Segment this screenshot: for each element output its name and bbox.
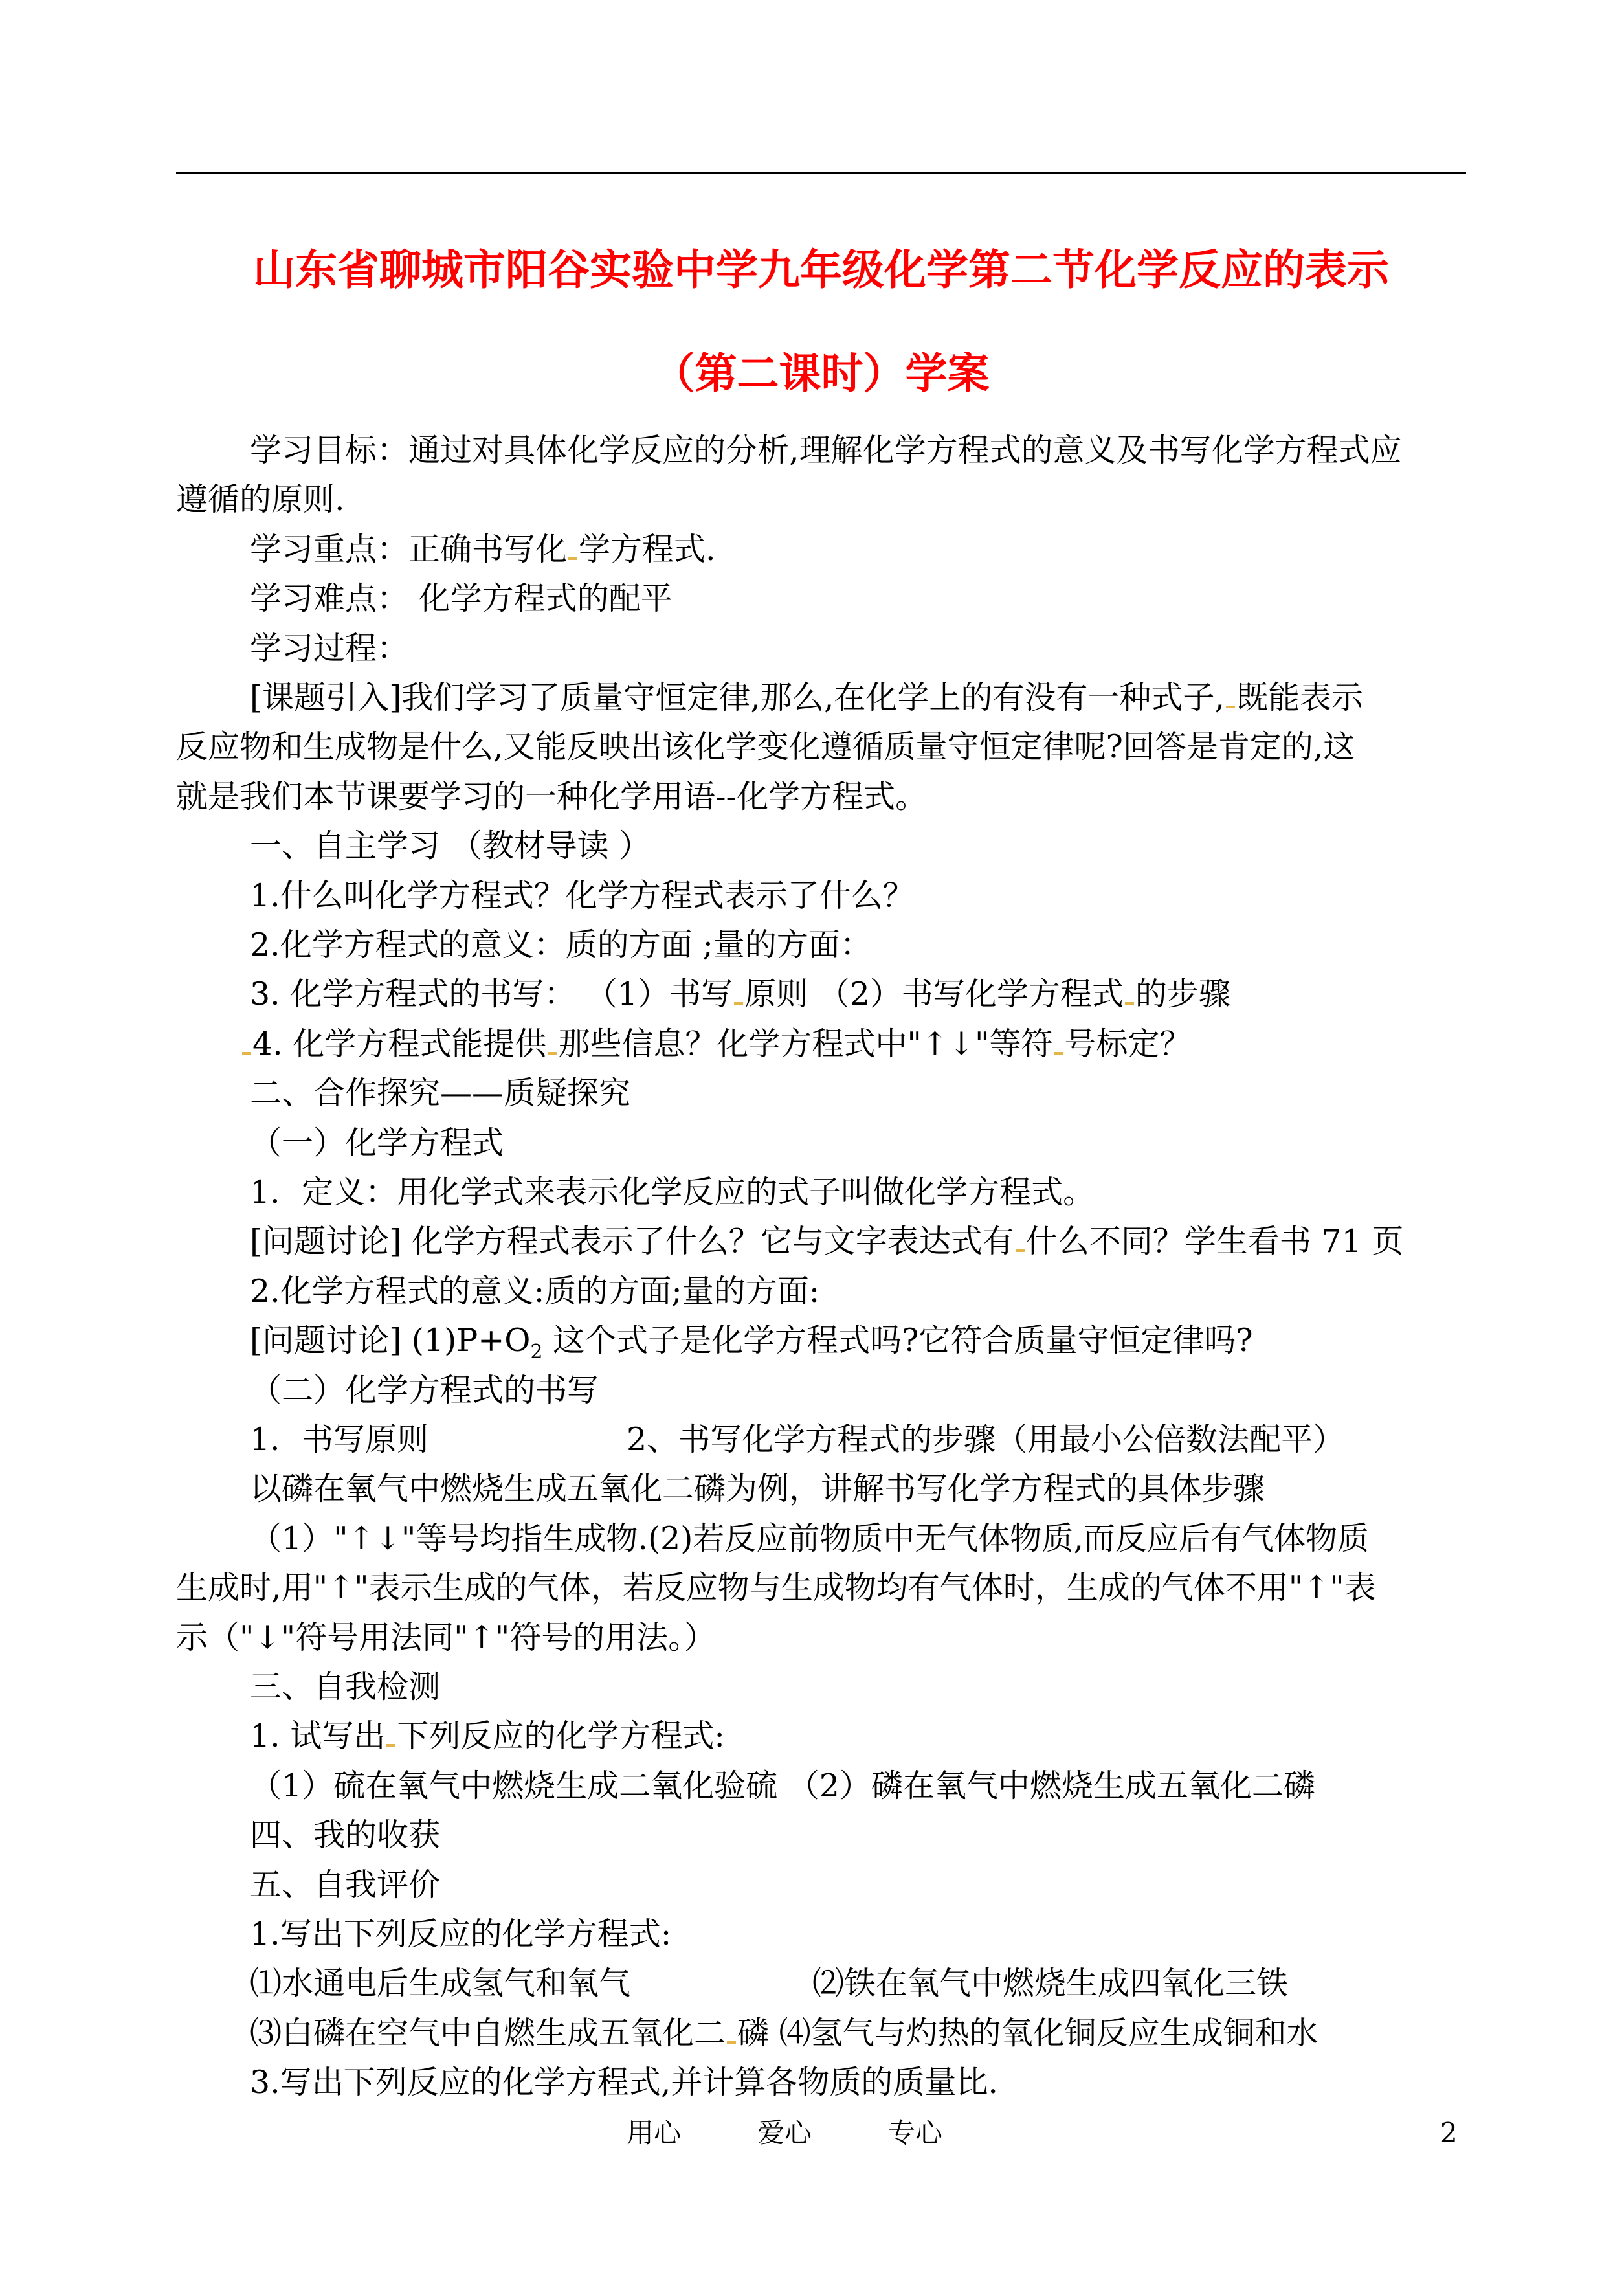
document-title-line-2: （第二课时）学案 [652, 349, 990, 398]
learning-difficulty: 学习难点： 化学方程式的配平 [250, 580, 673, 617]
subsection-writing: （二）化学方程式的书写 [250, 1372, 599, 1409]
question-2: 2.化学方程式的意义：质的方面 ;量的方面： [250, 926, 872, 963]
oxygen-subscript: 2 [530, 1340, 543, 1363]
section-self-evaluation: 五、自我评价 [250, 1866, 441, 1903]
question-3 [250, 975, 1230, 1014]
exercise-1 [250, 1717, 725, 1756]
page-number: 2 [1440, 2117, 1458, 2149]
evaluation-1-row-2a: ⑶白磷在空气中自燃生成五氧化二 [250, 2015, 726, 2052]
footer-motto-1: 用心 [627, 2117, 682, 2149]
discussion-2 [250, 1321, 1253, 1372]
section-self-study: 一、自主学习 （教材导读 ） [250, 827, 651, 864]
header-rule [176, 172, 1466, 174]
question-3c: 的步骤 [1135, 976, 1230, 1012]
question-4 [241, 1025, 1192, 1064]
section-my-gains: 四、我的收获 [250, 1817, 441, 1853]
intro-line-1 [250, 678, 1363, 717]
question-1: 1.什么叫化学方程式？化学方程式表示了什么？ [250, 877, 915, 914]
question-3a: 3. 化学方程式的书写： （1）书写 [250, 976, 733, 1012]
question-4c: 号标定？ [1064, 1025, 1192, 1062]
exercise-1-items: （1）硫在氧气中燃烧生成二氧化验硫 （2）磷在氧气中燃烧生成五氧化二磷 [250, 1767, 1315, 1804]
learning-focus-b: 学方程式. [579, 531, 716, 568]
edit-mark [386, 1744, 395, 1747]
learning-goal-line-1: 学习目标：通过对具体化学反应的分析,理解化学方程式的意义及书写化学方程式应 [250, 432, 1402, 469]
document-title-line-1: 山东省聊城市阳谷实验中学九年级化学第二节化学反应的表示 [252, 245, 1389, 295]
evaluation-1-row-2b: 磷 ⑷氢气与灼热的氧化铜反应生成铜和水 [737, 2015, 1318, 2052]
exercise-1b: 下列反应的化学方程式: [397, 1717, 725, 1754]
evaluation-1-row-2 [250, 2014, 1318, 2053]
section-self-check: 三、自我检测 [250, 1668, 441, 1705]
exercise-1a: 1. 试写出 [250, 1717, 386, 1754]
phosphorus-example: 以磷在氧气中燃烧生成五氧化二磷为例，讲解书写化学方程式的具体步骤 [250, 1470, 1265, 1507]
question-3b: 原则 （2）书写化学方程式 [744, 976, 1124, 1012]
evaluation-1-row-1b: ⑵铁在氧气中燃烧生成四氧化三铁 [812, 1965, 1289, 2002]
learning-process: 学习过程： [250, 630, 409, 667]
discussion-1a: [问题讨论] 化学方程式表示了什么？它与文字表达式有 [250, 1223, 1014, 1260]
intro-line-2: 反应物和生成物是什么,又能反映出该化学变化遵循质量守恒定律呢?回答是肯定的,这 [176, 728, 1355, 765]
learning-goal-line-2: 遵循的原则. [176, 481, 345, 518]
note-line-1: （1）"↑↓"等号均指生成物.(2)若反应前物质中无气体物质,而反应后有气体物质 [250, 1520, 1369, 1557]
discussion-1b: 什么不同？学生看书 71 页 [1025, 1223, 1404, 1260]
equation-meaning: 2.化学方程式的意义:质的方面;量的方面: [250, 1273, 820, 1310]
learning-focus-a: 学习重点：正确书写化 [250, 531, 568, 568]
footer-motto-3: 专心 [888, 2117, 943, 2149]
writing-principle: 1．书写原则 [250, 1421, 429, 1458]
evaluation-1-row-1a: ⑴水通电后生成氢气和氧气 [250, 1965, 631, 2002]
section-cooperative-inquiry: 二、合作探究——质疑探究 [250, 1075, 631, 1112]
intro-line-1a: [课题引入]我们学习了质量守恒定律,那么,在化学上的有没有一种式子, [250, 679, 1225, 716]
intro-line-3: 就是我们本节课要学习的一种化学用语--化学方程式。 [176, 778, 928, 815]
edit-mark [1016, 1249, 1025, 1252]
discussion-2a: [问题讨论] (1)P+O [250, 1322, 531, 1359]
evaluation-3: 3.写出下列反应的化学方程式,并计算各物质的质量比. [250, 2064, 998, 2101]
definition: 1．定义：用化学式来表示化学反应的式子叫做化学方程式。 [250, 1174, 1095, 1211]
note-line-3: 示（"↓"符号用法同"↑"符号的用法。） [176, 1619, 716, 1656]
discussion-1 [250, 1222, 1403, 1261]
intro-line-1b: 既能表示 [1236, 679, 1363, 716]
evaluation-1: 1.写出下列反应的化学方程式: [250, 1916, 672, 1952]
footer-motto-2: 爱心 [757, 2117, 812, 2149]
edit-mark [734, 1002, 743, 1005]
edit-mark [568, 557, 577, 560]
edit-mark [1125, 1002, 1134, 1005]
subsection-equation: （一）化学方程式 [250, 1124, 504, 1161]
writing-steps: 2、书写化学方程式的步骤（用最小公倍数法配平） [627, 1421, 1345, 1458]
learning-focus [250, 530, 716, 569]
edit-mark [548, 1052, 557, 1055]
question-4a: 4. 化学方程式能提供 [252, 1025, 547, 1062]
note-line-2: 生成时,用"↑"表示生成的气体，若反应物与生成物均有气体时，生成的气体不用"↑"表 [176, 1569, 1376, 1606]
discussion-2b: 这个式子是化学方程式吗?它符合质量守恒定律吗? [542, 1322, 1253, 1359]
edit-mark [1054, 1052, 1063, 1055]
edit-mark [1226, 706, 1235, 708]
question-4b: 那些信息？化学方程式中"↑↓"等符 [558, 1025, 1053, 1062]
edit-mark [242, 1052, 251, 1055]
edit-mark [727, 2041, 736, 2044]
